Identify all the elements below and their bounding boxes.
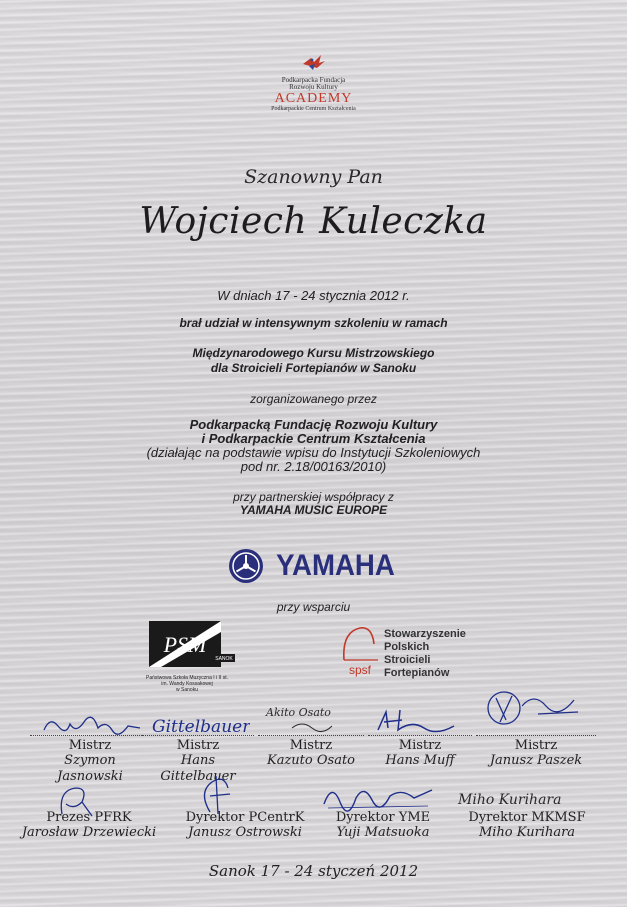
psm-logo bbox=[127, 618, 247, 693]
signatory-title: Mistrz bbox=[289, 738, 333, 753]
salutation: Szanowny Pan bbox=[244, 166, 383, 188]
bird-icon bbox=[299, 52, 329, 72]
signature-muff bbox=[372, 706, 462, 738]
signatory-title: Prezes PFRK bbox=[46, 810, 132, 825]
recipient-name: Wojciech Kuleczka bbox=[139, 201, 488, 242]
organizer-line4: pod nr. 2.18/00163/2010) bbox=[240, 459, 387, 474]
psm-caption2: im. Wandy Kossakowej bbox=[161, 681, 213, 687]
signature-paszek bbox=[478, 686, 588, 734]
course-dates: W dniach 17 - 24 stycznia 2012 r. bbox=[217, 288, 410, 303]
signatory-name: Yuji Matsuoka bbox=[336, 825, 430, 840]
signatory-title: Dyrektor YME bbox=[335, 810, 431, 825]
spsf-line4: Fortepianów bbox=[384, 667, 450, 679]
signature-osato bbox=[262, 702, 372, 736]
psm-caption1: Państwowa Szkoła Muzyczna I i II st. bbox=[146, 675, 228, 681]
spsf-line1: Stowarzyszenie bbox=[384, 628, 466, 640]
kurihara-signature-text: Miho Kurihara bbox=[458, 792, 562, 808]
signatory-paszek bbox=[476, 735, 596, 769]
spsf-logo bbox=[338, 620, 488, 682]
yamaha-logo bbox=[0, 547, 627, 587]
signature-kurihara bbox=[454, 788, 594, 812]
academy-wordmark: ACADEMY bbox=[274, 91, 353, 106]
signatory-name: Hans Muff bbox=[385, 753, 455, 768]
signatory-title: Mistrz bbox=[68, 738, 112, 753]
organizer-block bbox=[0, 418, 627, 474]
signatory-name: Szymon Jasnowski bbox=[57, 753, 123, 784]
psm-emblem-icon bbox=[127, 618, 247, 670]
signatory-name: Janusz Ostrowski bbox=[188, 825, 302, 840]
organizer-line3: (działając na podstawie wpisu do Instytucji Szkoleniowych bbox=[146, 445, 481, 460]
course-line2: dla Stroicieli Fortepianów w Sanoku bbox=[210, 361, 417, 375]
signatory-osato bbox=[258, 735, 364, 769]
organized-by: zorganizowanego przez bbox=[250, 392, 377, 406]
signature-matsuoka bbox=[318, 778, 438, 812]
partner-block bbox=[0, 491, 627, 517]
signatory-drzewiecki bbox=[14, 810, 164, 841]
signatory-title: Dyrektor MKMSF bbox=[468, 810, 586, 825]
signatory-name: Kazuto Osato bbox=[267, 753, 355, 768]
spsf-line2: Polskich bbox=[384, 641, 430, 653]
psm-letters: PSM bbox=[163, 632, 207, 657]
spsf-emblem-icon bbox=[338, 620, 384, 682]
spsf-line3: Stroicieli bbox=[384, 654, 431, 666]
signatory-name: Janusz Paszek bbox=[489, 753, 583, 768]
signatory-name: Jarosław Drzewiecki bbox=[21, 825, 157, 840]
psm-badge-text: SANOK bbox=[215, 656, 233, 662]
academy-subtitle: Podkarpackie Centrum Kształcenia bbox=[271, 106, 356, 112]
fund-name-line1: Podkarpacka Fundacja bbox=[281, 76, 346, 84]
signatory-muff bbox=[368, 735, 472, 769]
partner-line1: przy partnerskiej współpracy z bbox=[233, 490, 394, 504]
signatory-name: Miho Kurihara bbox=[478, 825, 576, 840]
signatory-ostrowski bbox=[170, 810, 320, 841]
organizer-line1: Podkarpacką Fundację Rozwoju Kultury bbox=[189, 417, 438, 432]
psm-caption3: w Sanoku bbox=[176, 687, 198, 693]
osato-signature-text: Akito Osato bbox=[266, 706, 331, 719]
gittelbauer-signature-text: Gittelbauer bbox=[152, 717, 250, 737]
signatory-title: Mistrz bbox=[176, 738, 220, 753]
signatory-kurihara bbox=[452, 810, 602, 841]
yamaha-wordmark: YAMAHA bbox=[276, 549, 395, 582]
course-name bbox=[0, 346, 627, 376]
signatory-name: Hans Gittelbauer bbox=[160, 753, 236, 784]
signatory-jasnowski bbox=[30, 735, 150, 785]
signatory-title: Mistrz bbox=[514, 738, 558, 753]
participation-text: brał udział w intensywnym szkoleniu w ramach bbox=[179, 316, 448, 330]
place-and-date: Sanok 17 - 24 styczeń 2012 bbox=[208, 862, 419, 880]
academy-logo bbox=[0, 52, 627, 113]
course-line1: Międzynarodowego Kursu Mistrzowskiego bbox=[192, 346, 435, 360]
signatory-title: Dyrektor PCentrK bbox=[185, 810, 305, 825]
organizer-line2: i Podkarpackie Centrum Kształcenia bbox=[201, 431, 426, 446]
fund-name-line2: Rozwoju Kultury bbox=[289, 83, 338, 91]
spsf-mark: spsf bbox=[348, 663, 372, 677]
signatory-matsuoka bbox=[318, 810, 448, 841]
signatory-title: Mistrz bbox=[398, 738, 442, 753]
tuning-fork-emblem-icon bbox=[227, 547, 265, 585]
support-text: przy wsparciu bbox=[276, 600, 351, 614]
partner-line2: YAMAHA MUSIC EUROPE bbox=[239, 503, 388, 517]
